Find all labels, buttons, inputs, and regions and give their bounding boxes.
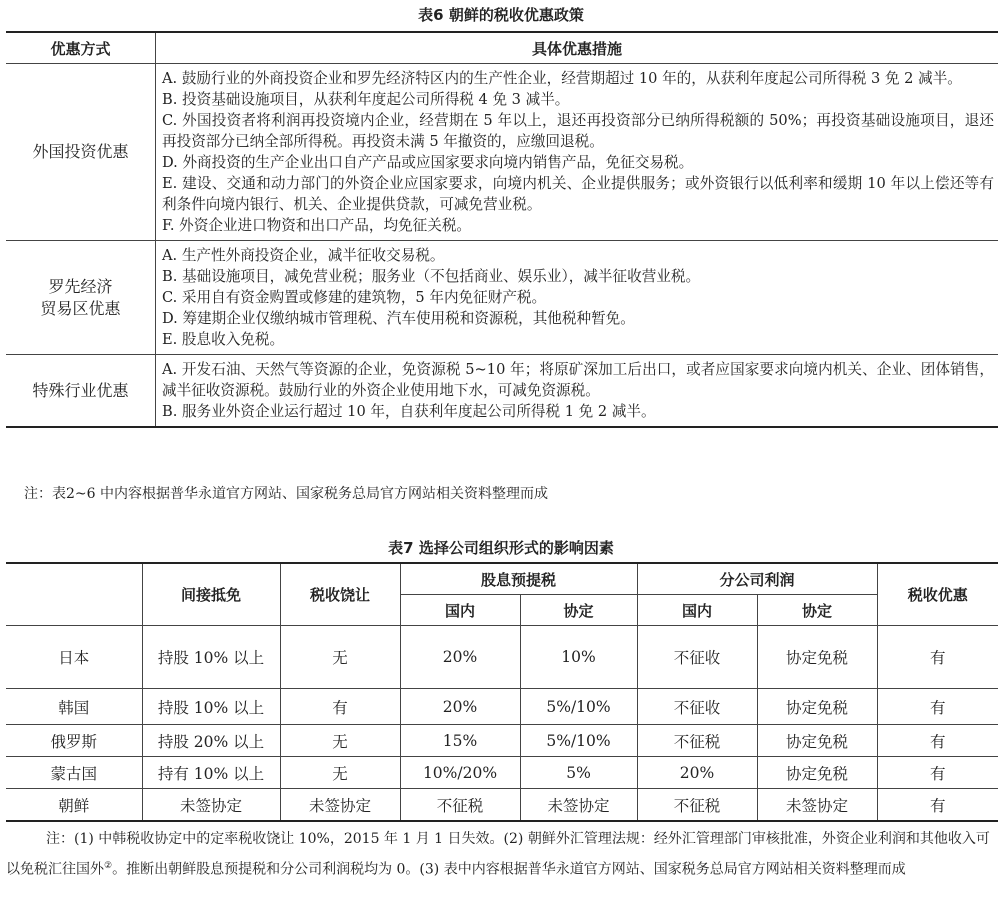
dividend-domestic-cell: 不征税 [400, 789, 520, 822]
tax-sparing-cell: 无 [280, 626, 400, 689]
footnote-marker: ② [104, 861, 113, 871]
dividend-domestic-cell: 15% [400, 725, 520, 757]
indirect-credit-cell: 持有 10% 以上 [142, 757, 280, 789]
section-rason [6, 241, 998, 355]
dividend-treaty-cell: 5%/10% [520, 725, 637, 757]
measure-item: B. 投资基础设施项目，从获利年度起公司所得税 4 免 3 减半。 [162, 91, 570, 108]
dividend-domestic-cell: 10%/20% [400, 757, 520, 789]
category-line: 贸易区优惠 [40, 298, 121, 318]
branch-domestic-cell: 不征收 [637, 626, 757, 689]
header-tax-incentive: 税收优惠 [877, 563, 998, 626]
table-row [6, 725, 998, 757]
country-cell: 朝鲜 [6, 789, 142, 822]
branch-domestic-cell: 不征税 [637, 725, 757, 757]
measure-item: B. 服务业外资企业运行超过 10 年，自获利年度起公司所得税 1 免 2 减半。 [162, 403, 656, 420]
dividend-treaty-cell: 5% [520, 757, 637, 789]
table6-note: 注：表2~6 中内容根据普华永道官方网站、国家税务总局官方网站相关资料整理而成 [24, 486, 548, 502]
header-branch-treaty: 协定 [757, 595, 877, 626]
measures-cell [156, 241, 999, 355]
branch-treaty-cell: 未签协定 [757, 789, 877, 822]
tax-sparing-cell: 有 [280, 689, 400, 725]
indirect-credit-cell: 持股 10% 以上 [142, 689, 280, 725]
country-cell: 蒙古国 [6, 757, 142, 789]
indirect-credit-cell: 未签协定 [142, 789, 280, 822]
measures-cell [156, 64, 999, 241]
note-text: 注：(1) 中韩税收协定中的定率税收饶让 10%，2015 年 1 月 1 日失效。(2) 朝鲜外汇管理法规：经外汇管理部门审核批准，外资企业利润和其他收入可以免税汇往国外 [6, 831, 990, 878]
branch-treaty-cell: 协定免税 [757, 689, 877, 725]
tax-incentive-cell: 有 [877, 757, 998, 789]
header-branch-domestic: 国内 [637, 595, 757, 626]
measure-item: A. 生产性外商投资企业，减半征收交易税。 [162, 247, 445, 264]
tax-incentive-cell: 有 [877, 789, 998, 822]
tax-sparing-cell: 无 [280, 725, 400, 757]
measure-item: B. 基础设施项目，减免营业税；服务业（不包括商业、娱乐业），减半征收营业税。 [162, 268, 701, 285]
category-cell: 特殊行业优惠 [6, 355, 156, 428]
dividend-treaty-cell: 10% [520, 626, 637, 689]
measure-item: F. 外资企业进口物资和出口产品，均免征关税。 [162, 217, 472, 234]
table-row [6, 757, 998, 789]
country-cell: 俄罗斯 [6, 725, 142, 757]
dividend-treaty-cell: 未签协定 [520, 789, 637, 822]
table6-caption: 表6 朝鲜的税收优惠政策 [418, 6, 584, 24]
branch-domestic-cell: 不征税 [637, 789, 757, 822]
country-cell: 韩国 [6, 689, 142, 725]
header-dividend-treaty: 协定 [520, 595, 637, 626]
measure-item: D. 筹建期企业仅缴纳城市管理税、汽车使用税和资源税，其他税种暂免。 [162, 310, 635, 327]
category-cell [6, 241, 156, 355]
branch-treaty-cell: 协定免税 [757, 626, 877, 689]
note-text: 。推断出朝鲜股息预提税和分公司利润税均为 0。(3) 表中内容根据普华永道官方网站、国家税务总局官方网站相关资料整理而成 [112, 861, 906, 878]
tax-sparing-cell: 未签协定 [280, 789, 400, 822]
section-special-industry [6, 355, 998, 428]
table7-note [6, 826, 996, 884]
category-line: 罗先经济 [48, 276, 113, 296]
branch-domestic-cell: 20% [637, 757, 757, 789]
measure-item: E. 股息收入免税。 [162, 331, 285, 348]
tax-incentive-cell: 有 [877, 626, 998, 689]
section-foreign-investment [6, 64, 998, 241]
tax-incentive-table [6, 31, 998, 428]
indirect-credit-cell: 持股 20% 以上 [142, 725, 280, 757]
branch-domestic-cell: 不征收 [637, 689, 757, 725]
branch-treaty-cell: 协定免税 [757, 725, 877, 757]
header-branch-profit: 分公司利润 [637, 563, 877, 595]
measure-item: A. 鼓励行业的外商投资企业和罗先经济特区内的生产性企业，经营期超过 10 年的，从获利年度起公司所得税 3 免 2 减半。 [162, 70, 962, 87]
measure-item: E. 建设、交通和动力部门的外资企业应国家要求，向境内机关、企业提供服务；或外资银行以低利率和缓期 10 年以上偿还等有利条件向境内银行、机关、企业提供贷款，可减免营业税。 [162, 175, 994, 213]
tax-sparing-cell: 无 [280, 757, 400, 789]
table-row [6, 689, 998, 725]
header-dividend-wht: 股息预提税 [400, 563, 637, 595]
category-cell: 外国投资优惠 [6, 64, 156, 241]
measure-item: A. 开发石油、天然气等资源的企业，免资源税 5~10 年；将原矿深加工后出口，或者应国家要求向境内机关、企业、团体销售，减半征收资源税。鼓励行业的外资企业使用地下水，可减免资源税。 [162, 361, 994, 399]
header-country-blank [6, 563, 142, 626]
header-dividend-domestic: 国内 [400, 595, 520, 626]
table7-caption: 表7 选择公司组织形式的影响因素 [388, 539, 614, 557]
table-row [6, 789, 998, 822]
measure-item: C. 外国投资者将利润再投资境内企业，经营期在 5 年以上，退还再投资部分已纳所得税额的 50%；再投资基础设施项目，退还再投资部分已纳全部所得税。再投资未满 5 年撤资的，应缴回退税。 [162, 112, 994, 150]
branch-treaty-cell: 协定免税 [757, 757, 877, 789]
tax-incentive-cell: 有 [877, 725, 998, 757]
dividend-domestic-cell: 20% [400, 626, 520, 689]
table-row [6, 626, 998, 689]
measure-item: D. 外商投资的生产企业出口自产产品或应国家要求向境内销售产品，免征交易税。 [162, 154, 694, 171]
indirect-credit-cell: 持股 10% 以上 [142, 626, 280, 689]
dividend-treaty-cell: 5%/10% [520, 689, 637, 725]
header-tax-sparing: 税收饶让 [280, 563, 400, 626]
header-indirect-credit: 间接抵免 [142, 563, 280, 626]
header-measures: 具体优惠措施 [156, 32, 999, 64]
org-form-factors-table [6, 562, 998, 822]
measures-cell [156, 355, 999, 428]
measure-item: C. 采用自有资金购置或修建的建筑物，5 年内免征财产税。 [162, 289, 547, 306]
dividend-domestic-cell: 20% [400, 689, 520, 725]
tax-incentive-cell: 有 [877, 689, 998, 725]
country-cell: 日本 [6, 626, 142, 689]
header-method: 优惠方式 [6, 32, 156, 64]
